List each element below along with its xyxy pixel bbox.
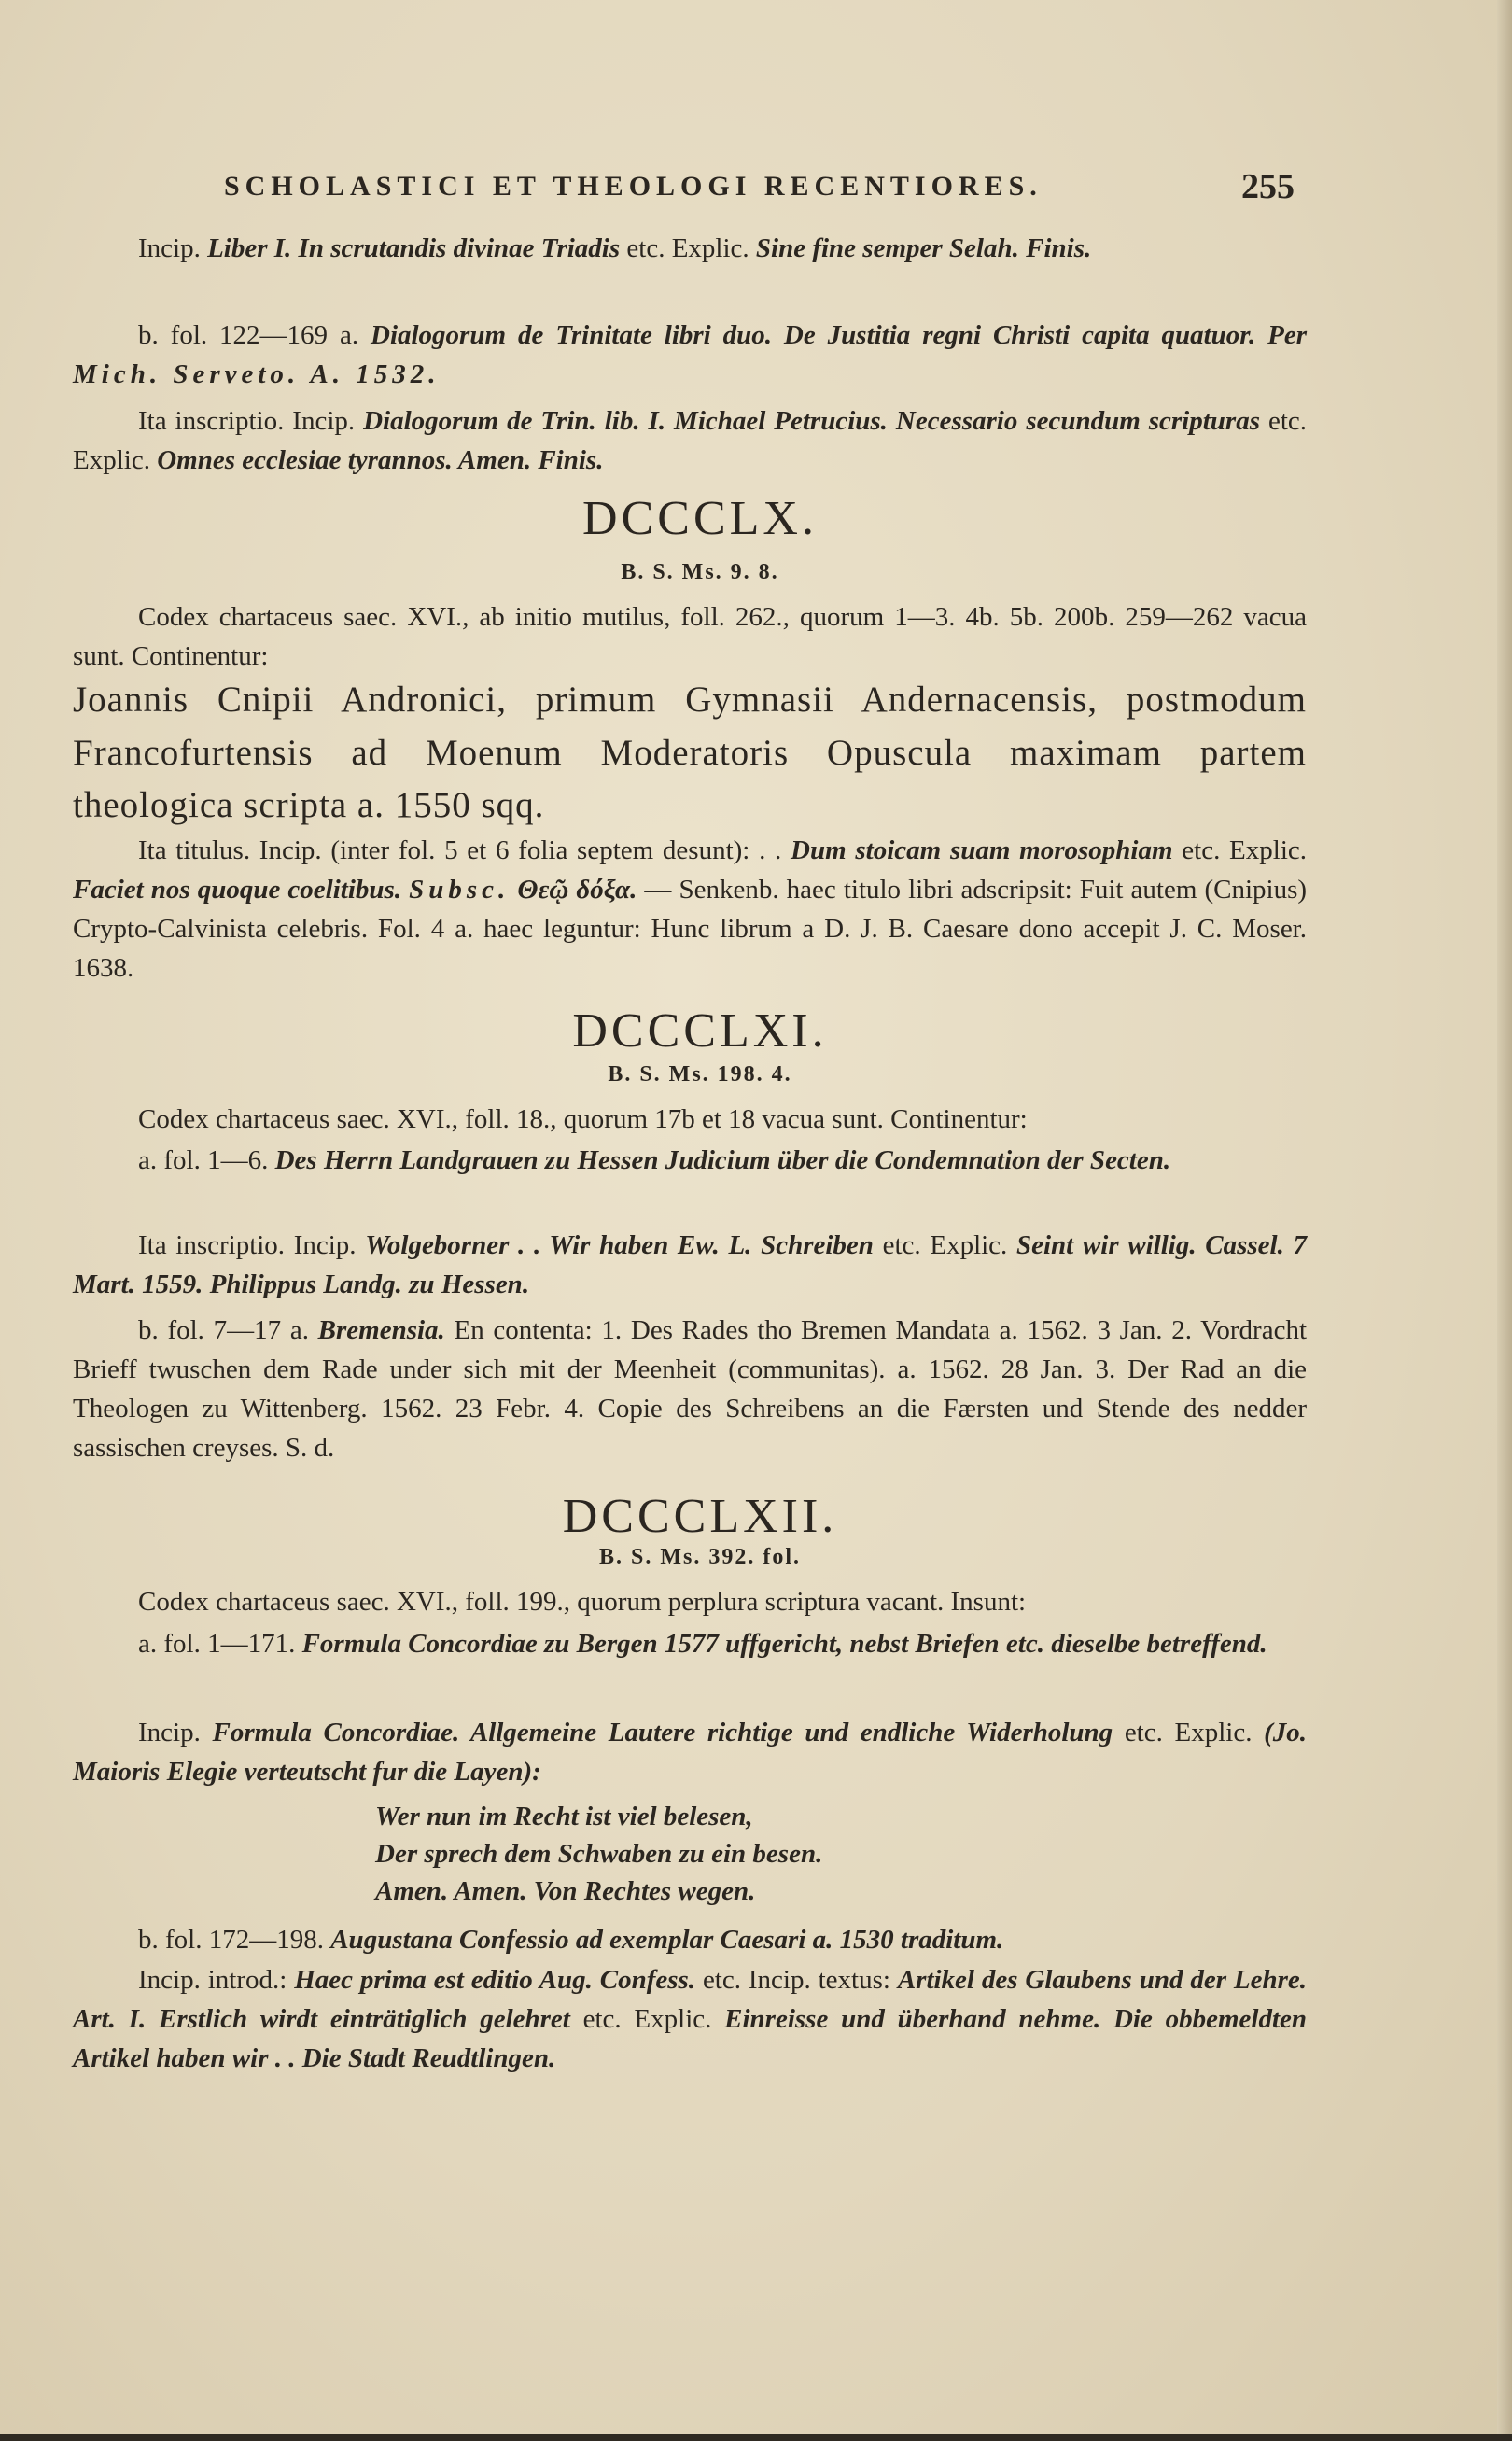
explic-label: etc. Explic. (1124, 1718, 1253, 1747)
verse-text: Wer nun im Recht ist viel belesen, (375, 1802, 753, 1831)
explic-text: Einreisse und überhand nehme. Die obbemeldten Artikel haben wir . . Die Stadt Reudtlingen. (73, 2004, 1308, 2074)
incipit-text: Wolgeborner . . Wir haben Ew. L. Schreiben (365, 1230, 874, 1260)
ita-paragraph-860 (73, 831, 1307, 988)
prev-ita-paragraph (73, 401, 1307, 480)
ita-explic: Omnes ecclesiae tyrannos. Amen. Finis. (157, 445, 604, 476)
folio-range: b. fol. 7—17 a. (138, 1315, 309, 1345)
contents-list: En contenta: 1. Des Rades tho Bremen Mandata a. 1562. 3 Jan. 2. Vordracht Brieff twuschen dem Rade under sich mit der Meenheit (communitas). a. 1562. 28 Jan. 3. Der Rad an die Theologen zu Wittenberg. 1562. 23 Febr. 4. Copie des Schreibens an die Færsten und Stende des nedder sassischen creyses. S. d. (73, 1315, 1307, 1464)
codex-description-860 (73, 597, 1307, 676)
b-paragraph-861 (73, 1311, 1307, 1467)
textus-text: Artikel des Glaubens und der Lehre. Art. I. Erstlich wirdt einträtiglich gelehret (73, 1965, 1308, 2035)
verse-text: Der sprech dem Schwaben zu ein besen. (375, 1839, 823, 1869)
shelfmark-860: B. S. Ms. 9. 8. (621, 560, 779, 584)
verse-line-1 (375, 1797, 753, 1836)
a-paragraph-861 (73, 1141, 1307, 1180)
folio-range: b. fol. 122—169 a. (138, 320, 359, 350)
ita-label: Ita inscriptio. Incip. (138, 406, 356, 436)
introd-text: Haec prima est editio Aug. Confess. (294, 1965, 696, 1995)
ita-label: Ita titulus. Incip. (inter fol. 5 et 6 folia septem desunt): . . (138, 835, 782, 865)
b-paragraph-862 (73, 1920, 1307, 1959)
incipit-label: Incip. (138, 1718, 201, 1747)
explic-text: Seint wir willig. Cassel. 7 Mart. 1559. Philippus Landg. zu Hessen. (73, 1230, 1308, 1300)
work-title: Dialogorum de Trinitate libri duo. De Justitia regni Christi capita quatuor. Per (371, 320, 1308, 350)
codex-text: Codex chartaceus saec. XVI., ab initio mutilus, foll. 262., quorum 1—3. 4b. 5b. 200b. 259—262 vacua sunt. Continentur: (73, 602, 1307, 672)
work-title: Bremensia. (317, 1315, 445, 1345)
explic-text: Sine fine semper Selah. Finis. (755, 233, 1092, 263)
explic-text: (Jo. Maioris Elegie verteutscht fur die Layen): (73, 1718, 1308, 1788)
codex-text: Codex chartaceus saec. XVI., foll. 18., quorum 17b et 18 vacua sunt. Continentur: (138, 1104, 1028, 1134)
ita-label: Ita inscriptio. Incip. (138, 1230, 357, 1260)
introd-paragraph-862 (73, 1960, 1307, 2078)
incipit-text: Liber I. In scrutandis divinae Triadis (207, 233, 621, 263)
codex-text: Codex chartaceus saec. XVI., foll. 199., quorum perplura scriptura vacant. Insunt: (138, 1587, 1027, 1617)
ita-paragraph-861 (73, 1226, 1307, 1304)
incipit-text: Formula Concordiae. Allgemeine Lautere richtige und endliche Widerholung (212, 1718, 1113, 1747)
work-title-860: Joannis Cnipii Andronici, primum Gymnasii Andernacensis, postmodum Francofurtensis ad Moenum Moderatoris Opuscula maximam partem theologica scripta a. 1550 sqq. (73, 680, 1307, 826)
prev-incipit-paragraph (73, 229, 1307, 268)
work-title: Formula Concordiae zu Bergen 1577 uffgericht, nebst Briefen etc. dieselbe betreffend. (301, 1629, 1267, 1659)
explic-text: Faciet nos quoque coelitibus. (73, 875, 402, 905)
verse-line-2 (375, 1834, 822, 1873)
explic-label: etc. Explic. (582, 2004, 712, 2035)
prev-b-paragraph (73, 316, 1307, 394)
running-head: SCHOLASTICI ET THEOLOGI RECENTIORES. (224, 171, 1043, 202)
shelfmark-861: B. S. Ms. 198. 4. (608, 1062, 792, 1087)
entry-heading-862: DCCCLXII. (562, 1490, 838, 1543)
incipit-text: Dum stoicam suam morosophiam (791, 835, 1173, 865)
greek-doxology: Θεῷ δόξα. (517, 875, 637, 905)
entry-heading-861: DCCCLXI. (572, 1004, 828, 1058)
subscription-label: Subsc. (409, 875, 511, 905)
explic-label: etc. Explic. (882, 1230, 1008, 1260)
entry-heading-860: DCCCLX. (582, 492, 818, 545)
folio-range: a. fol. 1—6. (138, 1145, 269, 1175)
senkenberg-note: — Senkenb. haec titulo libri adscripsit: Fuit autem (Cnipius) Crypto-Calvinista celebris. Fol. 4 a. haec leguntur: Hunc librum a D. J. B. Caesare dono accepit J. C. Moser. 1638. (73, 875, 1308, 984)
page-number: 255 (1241, 167, 1295, 206)
textus-label: etc. Incip. textus: (702, 1965, 890, 1995)
explic-label: etc. Explic. (1182, 835, 1307, 865)
work-title: Des Herrn Landgrauen zu Hessen Judicium über die Condemnation der Secten. (274, 1145, 1171, 1175)
codex-description-862 (73, 1582, 1307, 1621)
ita-explic-label: etc. Explic. (73, 406, 1308, 476)
explic-label: etc. Explic. (626, 233, 749, 263)
codex-description-861 (73, 1100, 1307, 1139)
ita-incipit: Dialogorum de Trin. lib. I. Michael Petrucius. Necessario secundum scripturas (363, 406, 1261, 436)
verse-text: Amen. Amen. Von Rechtes wegen. (375, 1876, 756, 1906)
a-paragraph-862 (73, 1624, 1307, 1663)
incipit-paragraph-862 (73, 1713, 1307, 1791)
incipit-label: Incip. (138, 233, 201, 263)
author-year: Mich. Serveto. A. 1532. (73, 359, 441, 390)
introd-label: Incip. introd.: (138, 1965, 287, 1995)
folio-range: b. fol. 172—198. (138, 1925, 324, 1955)
folio-range: a. fol. 1—171. (138, 1629, 296, 1659)
verse-line-3 (375, 1872, 755, 1911)
work-title: Augustana Confessio ad exemplar Caesari a. 1530 traditum. (330, 1925, 1004, 1955)
shelfmark-862: B. S. Ms. 392. fol. (598, 1545, 801, 1569)
